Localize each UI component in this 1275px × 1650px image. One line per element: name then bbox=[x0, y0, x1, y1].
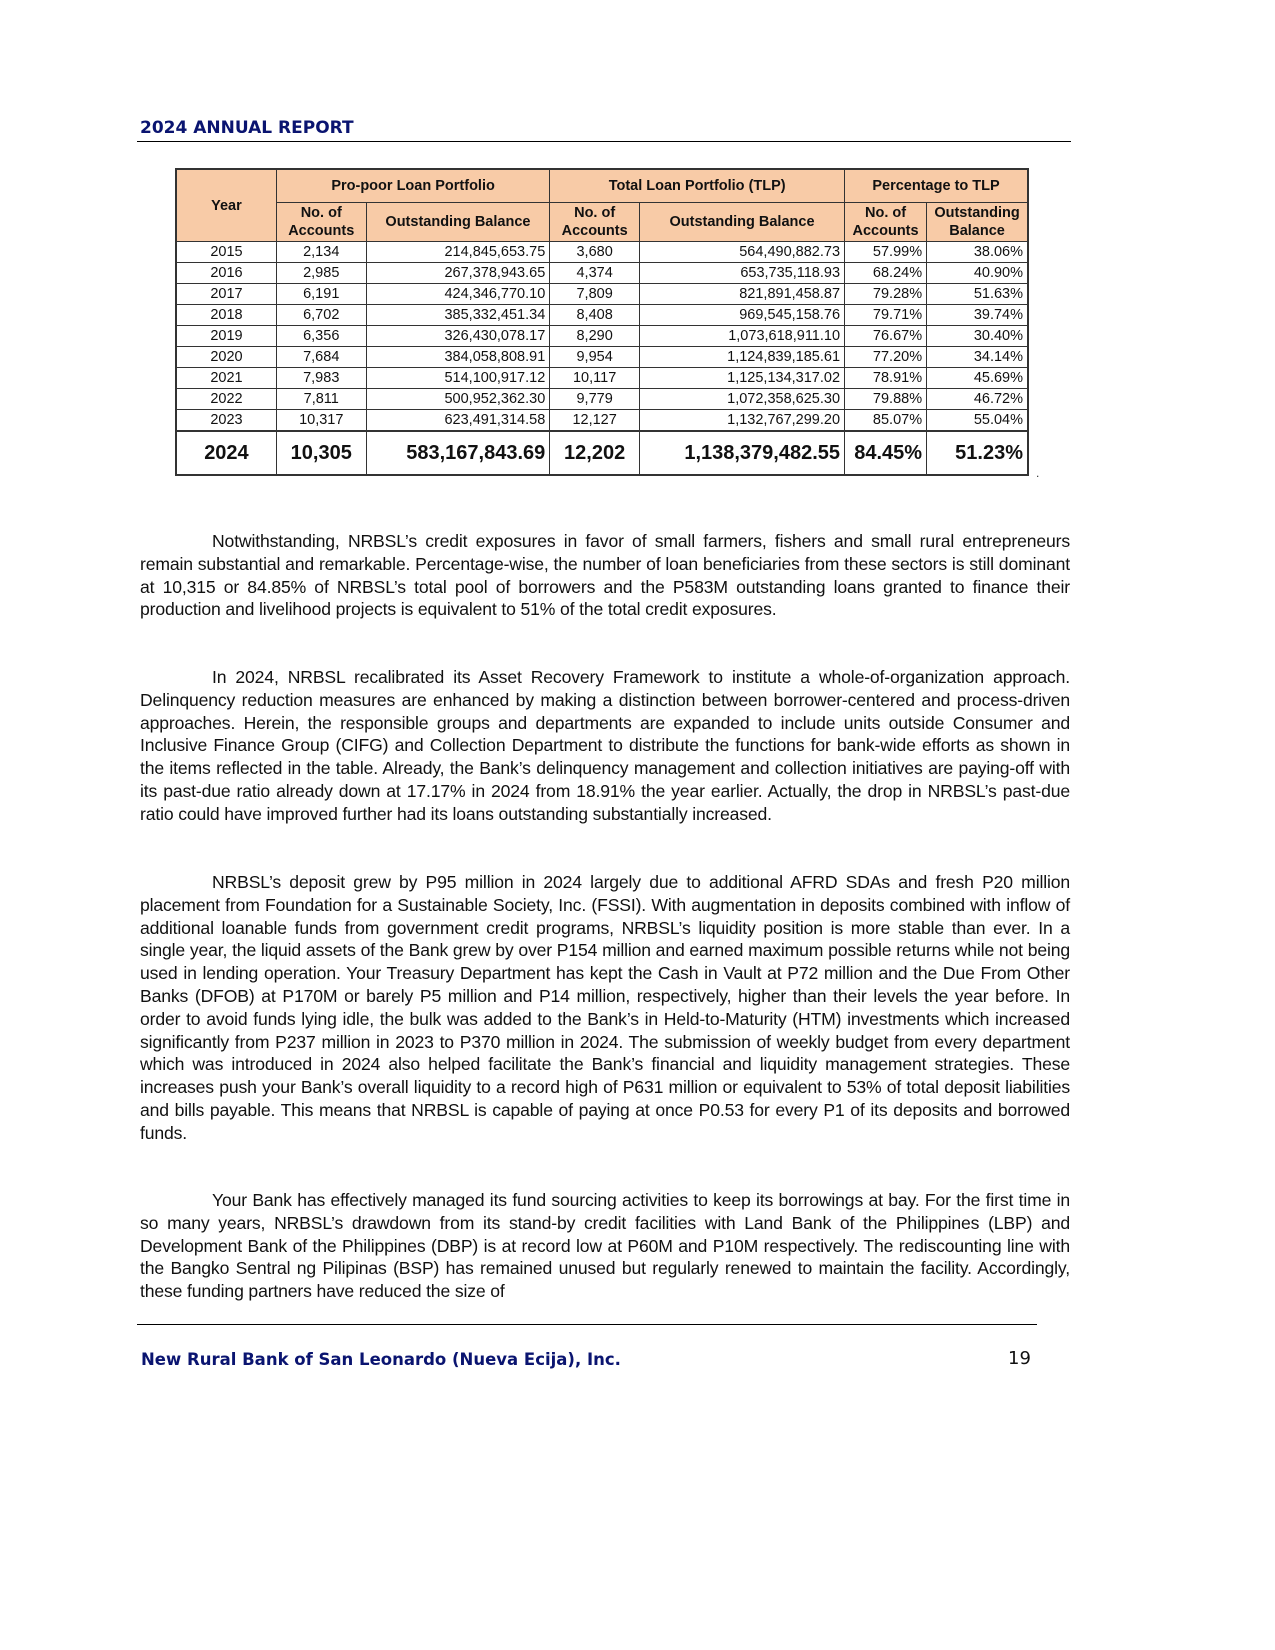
cell-pp-balance: 385,332,451.34 bbox=[366, 305, 550, 326]
table-body bbox=[176, 242, 1028, 476]
cell-pct-balance: 45.69% bbox=[927, 368, 1028, 389]
cell-year: 2024 bbox=[176, 431, 276, 475]
cell-pct-accounts: 68.24% bbox=[845, 263, 927, 284]
cell-tlp-accounts: 3,680 bbox=[550, 242, 640, 263]
cell-pp-balance: 623,491,314.58 bbox=[366, 410, 550, 432]
page-number: 19 bbox=[1008, 1348, 1031, 1369]
cell-year: 2021 bbox=[176, 368, 276, 389]
cell-pp-balance: 267,378,943.65 bbox=[366, 263, 550, 284]
table-row bbox=[176, 326, 1028, 347]
loan-portfolio-table bbox=[175, 168, 1029, 476]
footer-bank-name: New Rural Bank of San Leonardo (Nueva Ecija), Inc. bbox=[141, 1350, 621, 1369]
cell-pct-balance: 34.14% bbox=[927, 347, 1028, 368]
cell-tlp-balance: 653,735,118.93 bbox=[639, 263, 844, 284]
cell-pp-accounts: 7,811 bbox=[276, 389, 366, 410]
tlp-accounts-header: No. of Accounts bbox=[550, 203, 640, 242]
paragraph-text: Your Bank has effectively managed its fund sourcing activities to keep its borrowings at bay. For the first time in so many years, NRBSL’s drawdown from its stand-by credit facilities with Land Bank of the Philippines (LBP) and Development Bank of the Philippines (DBP) is at record low at P60M and P10M respectively. The rediscounting line with the Bangko Sentral ng Pilipinas (BSP) has remained unused but regularly renewed to maintain the facility. Accordingly, these funding partners have reduced the size of bbox=[140, 1190, 1070, 1302]
cell-tlp-balance: 1,138,379,482.55 bbox=[639, 431, 844, 475]
cell-pct-balance: 39.74% bbox=[927, 305, 1028, 326]
year-header: Year bbox=[176, 169, 276, 242]
cell-tlp-accounts: 10,117 bbox=[550, 368, 640, 389]
cell-tlp-balance: 969,545,158.76 bbox=[639, 305, 844, 326]
cell-pp-accounts: 6,191 bbox=[276, 284, 366, 305]
cell-pp-balance: 214,845,653.75 bbox=[366, 242, 550, 263]
cell-pct-accounts: 57.99% bbox=[845, 242, 927, 263]
table-row bbox=[176, 368, 1028, 389]
percentage-group-header: Percentage to TLP bbox=[845, 169, 1028, 203]
paragraph-deposits-liquidity bbox=[140, 871, 1070, 1145]
cell-pct-accounts: 79.71% bbox=[845, 305, 927, 326]
paragraph-text: Notwithstanding, NRBSL’s credit exposures in favor of small farmers, fishers and small rural entrepreneurs remain substantial and remarkable. Percentage-wise, the number of loan beneficiaries from these sectors is still dominant at 10,315 or 84.85% of NRBSL’s total pool of borrowers and the P583M outstanding loans granted to finance their production and livelihood projects is equivalent to 51% of the total credit exposures. bbox=[140, 531, 1070, 620]
cell-year: 2019 bbox=[176, 326, 276, 347]
cell-year: 2020 bbox=[176, 347, 276, 368]
cell-tlp-accounts: 7,809 bbox=[550, 284, 640, 305]
table-row bbox=[176, 242, 1028, 263]
cell-pct-balance: 40.90% bbox=[927, 263, 1028, 284]
cell-tlp-accounts: 4,374 bbox=[550, 263, 640, 284]
cell-pp-accounts: 6,702 bbox=[276, 305, 366, 326]
cell-year: 2022 bbox=[176, 389, 276, 410]
cell-pp-accounts: 6,356 bbox=[276, 326, 366, 347]
cell-year: 2015 bbox=[176, 242, 276, 263]
cell-tlp-accounts: 9,954 bbox=[550, 347, 640, 368]
cell-pp-accounts: 10,305 bbox=[276, 431, 366, 475]
cell-pp-accounts: 7,983 bbox=[276, 368, 366, 389]
trailing-mark: . bbox=[1036, 466, 1040, 480]
cell-pct-balance: 51.23% bbox=[927, 431, 1028, 475]
tlp-group-header: Total Loan Portfolio (TLP) bbox=[550, 169, 845, 203]
cell-pp-balance: 384,058,808.91 bbox=[366, 347, 550, 368]
table-group-header-row bbox=[176, 169, 1028, 203]
cell-tlp-balance: 1,124,839,185.61 bbox=[639, 347, 844, 368]
header-divider bbox=[137, 141, 1071, 142]
cell-pp-balance: 424,346,770.10 bbox=[366, 284, 550, 305]
table-row bbox=[176, 410, 1028, 432]
cell-pct-accounts: 78.91% bbox=[845, 368, 927, 389]
cell-year: 2017 bbox=[176, 284, 276, 305]
paragraph-fund-sourcing bbox=[140, 1189, 1070, 1303]
cell-tlp-accounts: 12,202 bbox=[550, 431, 640, 475]
cell-year: 2023 bbox=[176, 410, 276, 432]
cell-pp-balance: 500,952,362.30 bbox=[366, 389, 550, 410]
cell-pp-balance: 514,100,917.12 bbox=[366, 368, 550, 389]
pro-poor-group-header: Pro-poor Loan Portfolio bbox=[276, 169, 549, 203]
cell-year: 2016 bbox=[176, 263, 276, 284]
cell-pct-accounts: 79.88% bbox=[845, 389, 927, 410]
pct-balance-header: Outstanding Balance bbox=[927, 203, 1028, 242]
cell-pct-accounts: 84.45% bbox=[845, 431, 927, 475]
table-row bbox=[176, 263, 1028, 284]
cell-pp-balance: 583,167,843.69 bbox=[366, 431, 550, 475]
cell-pct-balance: 30.40% bbox=[927, 326, 1028, 347]
cell-pct-balance: 51.63% bbox=[927, 284, 1028, 305]
cell-tlp-accounts: 12,127 bbox=[550, 410, 640, 432]
cell-tlp-balance: 1,073,618,911.10 bbox=[639, 326, 844, 347]
cell-tlp-accounts: 9,779 bbox=[550, 389, 640, 410]
table-row-total bbox=[176, 431, 1028, 475]
cell-pct-accounts: 79.28% bbox=[845, 284, 927, 305]
pp-accounts-header: No. of Accounts bbox=[276, 203, 366, 242]
cell-tlp-accounts: 8,408 bbox=[550, 305, 640, 326]
paragraph-text: NRBSL’s deposit grew by P95 million in 2024 largely due to additional AFRD SDAs and fresh P20 million placement from Foundation for a Sustainable Society, Inc. (FSSI). With augmentation in deposits combined with inflow of additional loanable funds from government credit programs, NRBSL’s liquidity position is more stable than ever. In a single year, the liquid assets of the Bank grew by over P154 million and earned maximum possible returns while not being used in lending operation. Your Treasury Department has kept the Cash in Vault at P72 million and the Due From Other Banks (DFOB) at P170M or barely P5 million and P14 million, respectively, higher than their levels the year before. In order to avoid funds lying idle, the bulk was added to the Bank’s in Held-to-Maturity (HTM) investments which increased significantly from P237 million in 2023 to P370 million in 2024. The submission of weekly budget from every department which was introduced in 2024 also helped facilitate the Bank’s financial and liquidity management strategies. These increases push your Bank’s overall liquidity to a record high of P631 million or equivalent to 53% of total deposit liabilities and bills payable. This means that NRBSL is capable of paying at once P0.53 for every P1 of its deposits and borrowed funds. bbox=[140, 872, 1070, 1143]
paragraph-text: In 2024, NRBSL recalibrated its Asset Recovery Framework to institute a whole-of-organization approach. Delinquency reduction measures are enhanced by making a distinction between borrower-centered and process-driven approaches. Herein, the responsible groups and departments are expanded to include units outside Consumer and Inclusive Finance Group (CIFG) and Collection Department to distribute the functions for bank-wide efforts as shown in the items reflected in the table. Already, the Bank’s delinquency management and collection initiatives are paying-off with its past-due ratio already down at 17.17% in 2024 from 18.91% the year earlier. Actually, the drop in NRBSL’s past-due ratio could have improved further had its loans outstanding substantially increased. bbox=[140, 667, 1070, 824]
cell-pp-accounts: 2,985 bbox=[276, 263, 366, 284]
cell-pct-balance: 38.06% bbox=[927, 242, 1028, 263]
pct-accounts-header: No. of Accounts bbox=[845, 203, 927, 242]
cell-pp-balance: 326,430,078.17 bbox=[366, 326, 550, 347]
cell-pct-balance: 46.72% bbox=[927, 389, 1028, 410]
cell-pct-balance: 55.04% bbox=[927, 410, 1028, 432]
table-row bbox=[176, 284, 1028, 305]
cell-tlp-balance: 1,072,358,625.30 bbox=[639, 389, 844, 410]
cell-pct-accounts: 85.07% bbox=[845, 410, 927, 432]
paragraph-credit-exposures bbox=[140, 530, 1070, 621]
tlp-balance-header: Outstanding Balance bbox=[639, 203, 844, 242]
table-row bbox=[176, 347, 1028, 368]
cell-pct-accounts: 77.20% bbox=[845, 347, 927, 368]
cell-pp-accounts: 7,684 bbox=[276, 347, 366, 368]
cell-tlp-accounts: 8,290 bbox=[550, 326, 640, 347]
cell-tlp-balance: 1,125,134,317.02 bbox=[639, 368, 844, 389]
cell-tlp-balance: 564,490,882.73 bbox=[639, 242, 844, 263]
pp-balance-header: Outstanding Balance bbox=[366, 203, 550, 242]
table-subheader-row bbox=[176, 203, 1028, 242]
cell-year: 2018 bbox=[176, 305, 276, 326]
cell-pp-accounts: 2,134 bbox=[276, 242, 366, 263]
paragraph-asset-recovery bbox=[140, 666, 1070, 826]
footer-divider bbox=[137, 1324, 1037, 1325]
cell-tlp-balance: 821,891,458.87 bbox=[639, 284, 844, 305]
table-row bbox=[176, 389, 1028, 410]
report-header-title: 2024 ANNUAL REPORT bbox=[140, 118, 354, 138]
cell-pct-accounts: 76.67% bbox=[845, 326, 927, 347]
cell-pp-accounts: 10,317 bbox=[276, 410, 366, 432]
table-row bbox=[176, 305, 1028, 326]
cell-tlp-balance: 1,132,767,299.20 bbox=[639, 410, 844, 432]
